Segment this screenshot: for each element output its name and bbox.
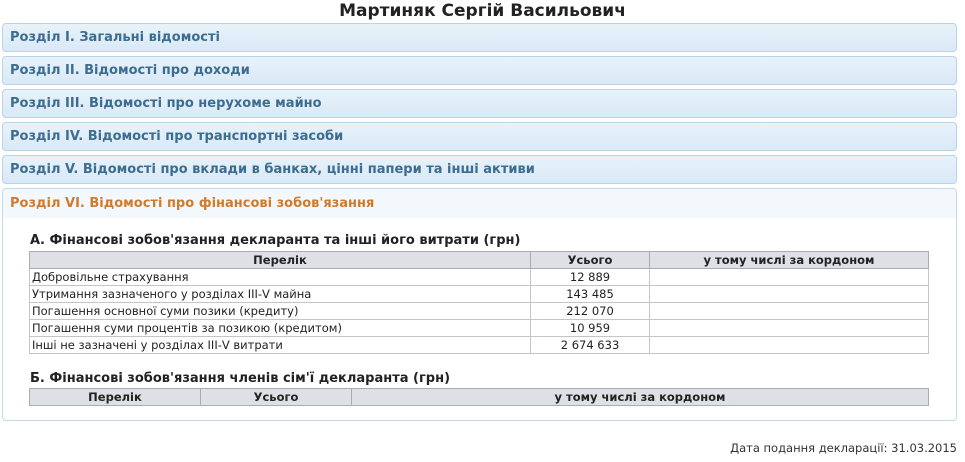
section-3-header[interactable]: Розділ ІІІ. Відомості про нерухоме майно xyxy=(2,89,957,118)
table-a xyxy=(29,251,929,354)
page-title: Мартиняк Сергій Васильович xyxy=(339,1,626,21)
row-name: Інші не зазначені у розділах ІІІ-V витрати xyxy=(30,337,531,354)
column-header-total: Усього xyxy=(201,389,352,406)
table-header-row xyxy=(30,252,929,269)
table-row xyxy=(30,286,929,303)
table-header-row xyxy=(30,389,929,406)
column-header-list: Перелік xyxy=(30,252,531,269)
column-header-abroad: у тому числі за кордоном xyxy=(352,389,929,406)
table-row xyxy=(30,337,929,354)
row-name: Утримання зазначеного у розділах ІІІ-V майна xyxy=(30,286,531,303)
row-abroad xyxy=(650,269,929,286)
submission-date: Дата подання декларації: 31.03.2015 xyxy=(730,441,957,455)
section-5-header[interactable]: Розділ V. Відомості про вклади в банках, цінні папери та інші активи xyxy=(2,155,957,184)
row-total: 10 959 xyxy=(531,320,650,337)
section-1-header[interactable]: Розділ І. Загальні відомості xyxy=(2,23,957,52)
row-total: 143 485 xyxy=(531,286,650,303)
section-2-header[interactable]: Розділ ІІ. Відомості про доходи xyxy=(2,56,957,85)
row-abroad xyxy=(650,303,929,320)
column-header-total: Усього xyxy=(531,252,650,269)
row-name: Погашення основної суми позики (кредиту) xyxy=(30,303,531,320)
row-abroad xyxy=(650,286,929,303)
table-b-heading: Б. Фінансові зобов'язання членів сім'ї декларанта (грн) xyxy=(30,371,451,386)
table-row xyxy=(30,303,929,320)
table-b xyxy=(29,388,929,406)
section-4-header[interactable]: Розділ IV. Відомості про транспортні засоби xyxy=(2,122,957,151)
row-name: Погашення суми процентів за позикою (кредитом) xyxy=(30,320,531,337)
table-row xyxy=(30,269,929,286)
table-a-heading: А. Фінансові зобов'язання декларанта та інші його витрати (грн) xyxy=(30,233,521,248)
row-total: 212 070 xyxy=(531,303,650,320)
column-header-list: Перелік xyxy=(30,389,201,406)
row-abroad xyxy=(650,337,929,354)
row-total: 12 889 xyxy=(531,269,650,286)
row-name: Добровільне страхування xyxy=(30,269,531,286)
row-total: 2 674 633 xyxy=(531,337,650,354)
table-row xyxy=(30,320,929,337)
column-header-abroad: у тому числі за кордоном xyxy=(650,252,929,269)
section-6-header[interactable]: Розділ VI. Відомості про фінансові зобов'язання xyxy=(2,188,957,219)
row-abroad xyxy=(650,320,929,337)
